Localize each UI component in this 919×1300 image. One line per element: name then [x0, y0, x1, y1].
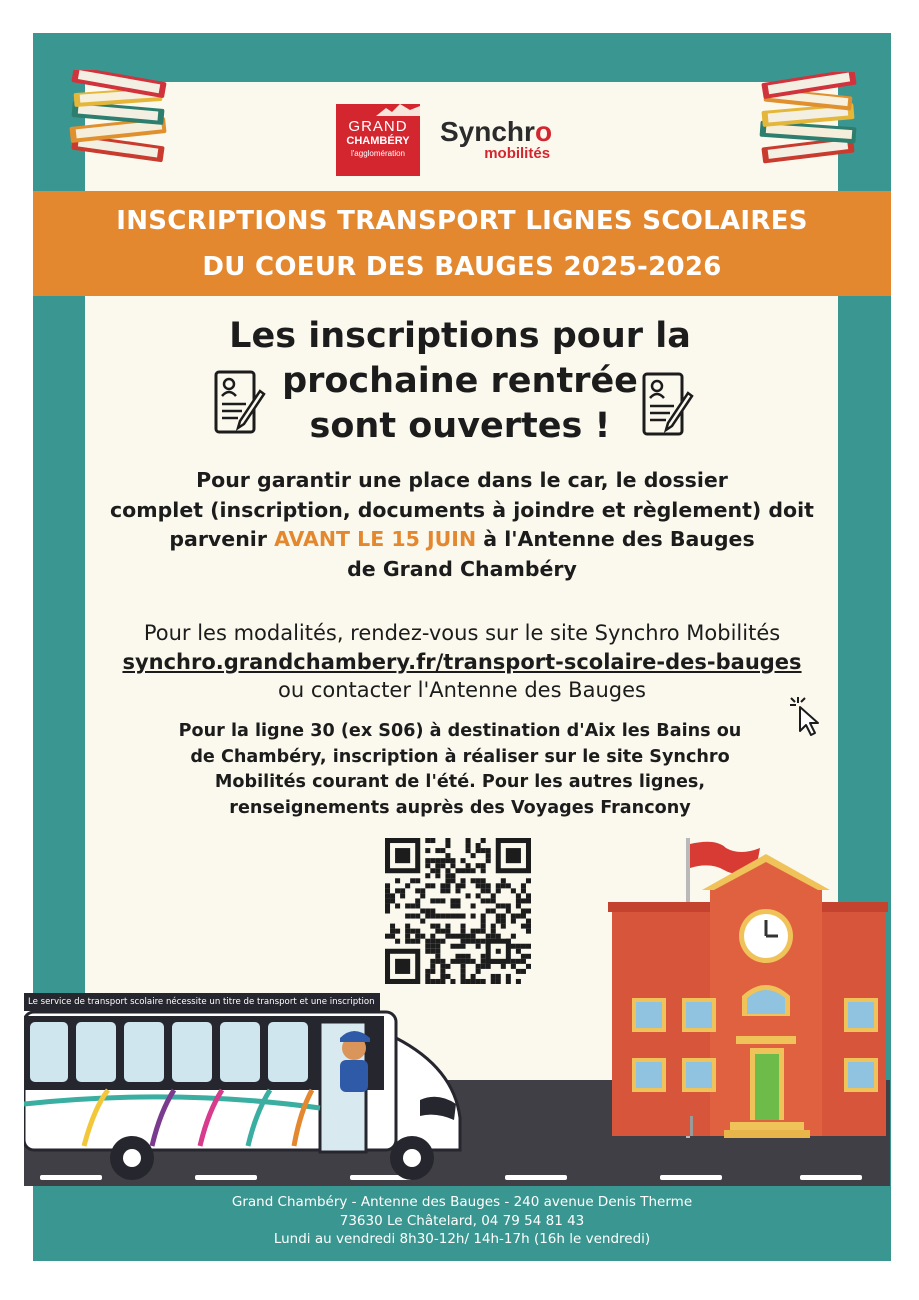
- logo-line: GRAND: [348, 118, 408, 135]
- mountain-icon: [376, 104, 420, 116]
- document-edit-icon: [214, 370, 268, 436]
- paragraph-line: Mobilités courant de l'été. Pour les autres lignes,: [214, 772, 706, 792]
- paragraph-line: de Chambéry, inscription à réaliser sur le site Synchro: [190, 746, 730, 767]
- text-segment: à l'Antenne des Bauges: [476, 527, 755, 551]
- logo-line: CHAMBÉRY: [346, 135, 410, 147]
- logo-word-accent: o: [534, 116, 553, 147]
- paragraph-line: [90, 525, 834, 555]
- paragraph-line: complet (inscription, documents à joindre et règlement) doit: [110, 497, 814, 522]
- paragraph-line: renseignements auprès des Voyages Francony: [229, 797, 691, 818]
- line-30-paragraph: [140, 719, 780, 821]
- logo-line: l'agglomération: [350, 149, 405, 158]
- footer-line: Grand Chambéry - Antenne des Bauges - 240 avenue Denis Therme: [231, 1194, 693, 1210]
- banner-line: INSCRIPTIONS TRANSPORT LIGNES SCOLAIRES: [116, 206, 808, 236]
- logo-sub: mobilités: [484, 145, 551, 162]
- text-segment: parvenir: [169, 527, 275, 551]
- footer-line: Lundi au vendredi 8h30-12h/ 14h-17h (16h le vendredi): [273, 1231, 651, 1247]
- grand-chambery-logo: [336, 104, 420, 176]
- paragraph-line: Pour la ligne 30 (ex S06) à destination d'Aix les Bains ou: [178, 721, 742, 741]
- road-marking: [660, 1175, 722, 1180]
- books-icon: [756, 72, 862, 168]
- headline-line: Les inscriptions pour la: [229, 316, 691, 356]
- paragraph-line: Pour les modalités, rendez-vous sur le site Synchro Mobilités: [143, 621, 781, 645]
- website-paragraph: [86, 619, 838, 705]
- synchro-mobilites-logo: [440, 118, 552, 162]
- logo-word: Synchr: [440, 116, 535, 147]
- deadline-highlight: AVANT LE 15 JUIN: [274, 527, 477, 551]
- cursor-click-icon: [788, 695, 822, 739]
- banner-line: DU COEUR DES BAUGES 2025-2026: [202, 252, 722, 282]
- document-edit-icon: [642, 372, 696, 438]
- footer-line: 73630 Le Châtelard, 04 79 54 81 43: [339, 1212, 585, 1229]
- road-marking: [800, 1175, 862, 1180]
- footer: [33, 1193, 891, 1249]
- school-building-icon: [606, 836, 890, 1146]
- paragraph-line: ou contacter l'Antenne des Bauges: [278, 678, 646, 702]
- website-link[interactable]: synchro.grandchambery.fr/transport-scolaire-des-bauges: [122, 649, 802, 674]
- road-marking: [505, 1175, 567, 1180]
- title-banner: [33, 191, 891, 296]
- bus-banner: Le service de transport scolaire nécessite un titre de transport et une inscription: [24, 993, 380, 1011]
- paragraph-line: de Grand Chambéry: [347, 556, 577, 581]
- paragraph-line: Pour garantir une place dans le car, le dossier: [196, 468, 728, 492]
- deadline-paragraph: [90, 466, 834, 584]
- headline-line: prochaine rentrée: [282, 361, 638, 401]
- books-icon: [66, 70, 172, 166]
- headline-line: sont ouvertes !: [309, 406, 611, 446]
- bus-icon: [24, 1008, 464, 1186]
- qr-code-icon[interactable]: [385, 838, 531, 984]
